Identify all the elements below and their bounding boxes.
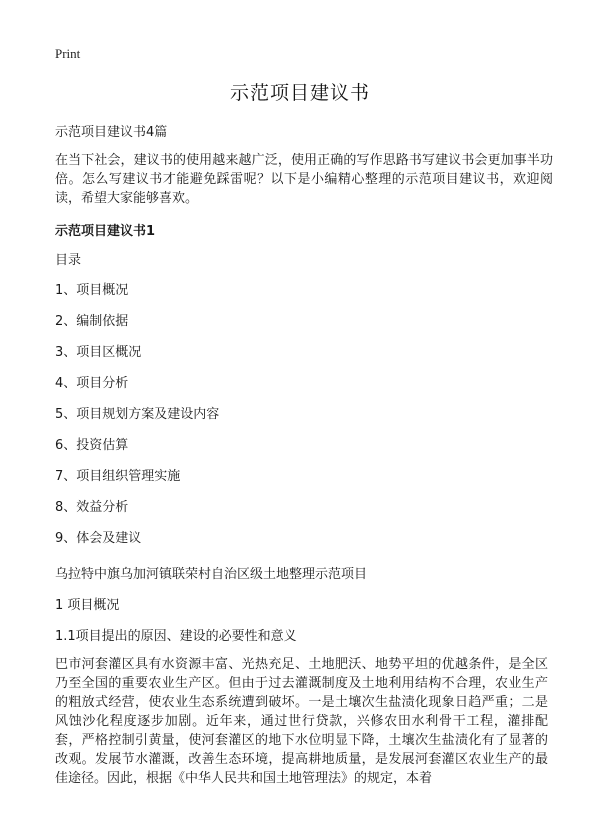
toc-item: 1、项目概况 — [55, 283, 129, 298]
section-heading: 示范项目建议书1 — [55, 224, 156, 239]
print-label: Print — [55, 46, 81, 61]
document-subtitle: 示范项目建议书4篇 — [55, 125, 168, 140]
toc-item: 8、效益分析 — [55, 500, 129, 515]
project-name: 乌拉特中旗乌加河镇联荣村自治区级土地整理示范项目 — [55, 567, 368, 582]
toc-item: 7、项目组织管理实施 — [55, 469, 181, 484]
toc-item: 3、项目区概况 — [55, 345, 142, 360]
intro-paragraph: 在当下社会，建议书的使用越来越广泛，使用正确的写作思路书写建议书会更加事半功倍。怎么写建议书才能避免踩雷呢？以下是小编精心整理的示范项目建议书，欢迎阅读，希望大家能够喜欢。 — [55, 153, 553, 206]
body-paragraph: 巴市河套灌区具有水资源丰富、光热充足、土地肥沃、地势平坦的优越条件，是全区乃至全国的重要农业生产区。但由于过去灌溉制度及土地利用结构不合理，农业生产的粗放式经营，使农业生态系统遭到破坏。一是土壤次生盐渍化现象日趋严重；二是风蚀沙化程度逐步加剧。近年来，通过世行贷款，兴修农田水利骨干工程，灌排配套，严格控制引黄量，使河套灌区的地下水位明显下降，土壤次生盐渍化有了显著的改观。发展节水灌溉，改善生态环境，提高耕地质量，是发展河套灌区农业生产的最佳途径。因此，根据《中华人民共和国土地管理法》的规定，本着 — [55, 657, 548, 786]
section-1-title: 1 项目概况 — [55, 598, 120, 613]
toc-list — [55, 282, 219, 561]
toc-item: 2、编制依据 — [55, 314, 129, 329]
toc-heading: 目录 — [55, 253, 82, 268]
toc-item: 6、投资估算 — [55, 438, 129, 453]
toc-item: 9、体会及建议 — [55, 531, 142, 546]
toc-item: 5、项目规划方案及建设内容 — [55, 407, 220, 422]
toc-item: 4、项目分析 — [55, 376, 129, 391]
document-title: 示范项目建议书 — [229, 82, 370, 104]
section-1-1-title: 1.1项目提出的原因、建设的必要性和意义 — [55, 629, 297, 644]
